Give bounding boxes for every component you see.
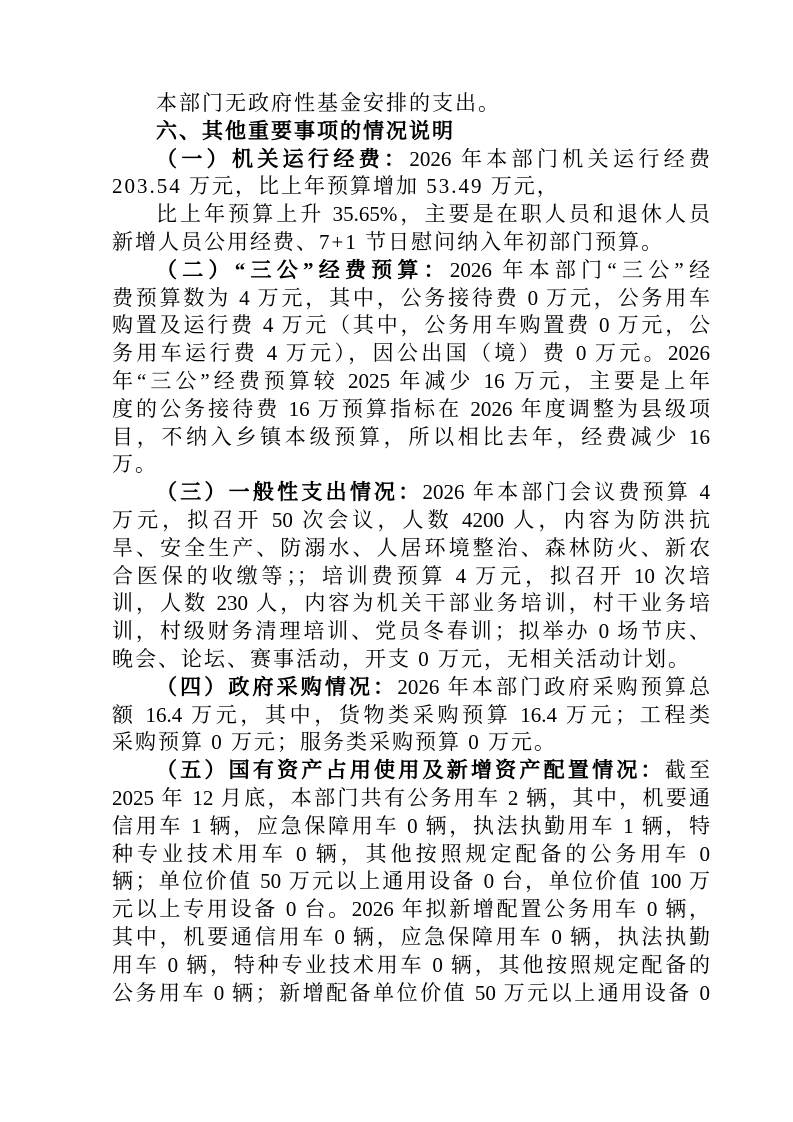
line-text: 比上年预算上升 35.65%，主要是在职人员和退休人员 (156, 202, 710, 227)
text-line-9 (112, 312, 710, 340)
text-line-17 (112, 535, 710, 563)
text-line-14 (112, 451, 710, 479)
line-text: 费预算数为 4 万元，其中，公务接待费 0 万元，公务用车 (112, 285, 710, 310)
line-text: 信用车 1 辆，应急保障用车 0 辆，执法执勤用车 1 辆，特 (112, 813, 710, 838)
line-text: 旱、安全生产、防溺水、人居环境整治、森林防火、新农 (112, 535, 710, 560)
line-text: 购置及运行费 4 万元（其中，公务用车购置费 0 万元，公 (112, 313, 710, 338)
text-line-22 (112, 674, 710, 702)
text-line-4 (112, 173, 710, 201)
text-line-18 (112, 563, 710, 591)
line-text: 203.54 万元，比上年预算增加 53.49 万元， (112, 174, 560, 199)
bold-heading: （一）机关运行经费： (156, 146, 410, 171)
text-line-11 (112, 368, 710, 396)
bold-heading: 六、其他重要事项的情况说明 (156, 118, 455, 143)
bold-heading: （五）国有资产占用使用及新增资产配置情况： (156, 758, 665, 783)
text-line-10 (112, 340, 710, 368)
line-text: 新增人员公用经费、7+1 节日慰问纳入年初部门预算。 (112, 229, 665, 254)
text-line-6 (112, 229, 710, 257)
text-line-3 (112, 146, 710, 174)
text-line-2 (112, 118, 710, 146)
line-text: 采购预算 0 万元；服务类采购预算 0 万元。 (112, 730, 557, 755)
line-text: 训，人数 230 人，内容为机关干部业务培训，村干业务培 (112, 591, 710, 616)
text-line-23 (112, 702, 710, 730)
text-line-8 (112, 285, 710, 313)
line-text: 本部门无政府性基金安排的支出。 (156, 91, 501, 115)
text-line-33 (112, 980, 710, 1008)
document-body (112, 90, 710, 1007)
line-text: 元以上专用设备 0 台。2026 年拟新增配置公务用车 0 辆， (112, 897, 710, 922)
bold-heading: （四）政府采购情况： (156, 674, 398, 699)
line-text: 2026 年本部门“三公”经 (449, 257, 710, 282)
line-text: 2026 年本部门会议费预算 4 (422, 480, 710, 505)
text-line-32 (112, 952, 710, 980)
text-line-19 (112, 590, 710, 618)
text-line-27 (112, 813, 710, 841)
text-line-25 (112, 757, 710, 785)
line-text: 目，不纳入乡镇本级预算，所以相比去年，经费减少 16 (112, 424, 710, 449)
line-text: 万元，拟召开 50 次会议，人数 4200 人，内容为防洪抗 (112, 507, 710, 532)
text-line-16 (112, 507, 710, 535)
line-text: 年“三公”经费预算较 2025 年减少 16 万元，主要是上年 (112, 368, 710, 393)
text-line-31 (112, 924, 710, 952)
line-text: 度的公务接待费 16 万预算指标在 2026 年度调整为县级项 (112, 396, 710, 421)
line-text: 万。 (112, 452, 158, 477)
text-line-1 (112, 90, 710, 118)
text-line-13 (112, 424, 710, 452)
text-line-28 (112, 841, 710, 869)
line-text: 训，村级财务清理培训、党员冬春训；拟举办 0 场节庆、 (112, 619, 710, 644)
text-line-5 (112, 201, 710, 229)
bold-heading: （二）“三公”经费预算： (156, 257, 450, 282)
text-line-30 (112, 896, 710, 924)
text-line-29 (112, 868, 710, 896)
line-text: 用车 0 辆，特种专业技术用车 0 辆，其他按照规定配备的 (112, 952, 710, 977)
line-text: 种专业技术用车 0 辆，其他按照规定配备的公务用车 0 (112, 841, 710, 866)
text-line-7 (112, 257, 710, 285)
line-text: 其中，机要通信用车 0 辆，应急保障用车 0 辆，执法执勤 (112, 924, 710, 949)
line-text: 公务用车 0 辆；新增配备单位价值 50 万元以上通用设备 0 (112, 980, 710, 1005)
bold-heading: （三）一般性支出情况： (156, 480, 423, 505)
line-text: 2026 年本部门机关运行经费 (409, 146, 710, 171)
text-line-15 (112, 479, 710, 507)
line-text: 2026 年本部门政府采购预算总 (397, 674, 710, 699)
text-line-20 (112, 618, 710, 646)
line-text: 额 16.4 万元，其中，货物类采购预算 16.4 万元；工程类 (112, 702, 710, 727)
line-text: 2025 年 12 月底，本部门共有公务用车 2 辆，其中，机要通 (112, 785, 710, 810)
line-text: 辆；单位价值 50 万元以上通用设备 0 台，单位价值 100 万 (112, 869, 710, 894)
line-text: 合医保的收缴等；；培训费预算 4 万元，拟召开 10 次培 (112, 563, 710, 588)
text-line-24 (112, 729, 710, 757)
line-text: 晚会、论坛、赛事活动，开支 0 万元，无相关活动计划。 (112, 646, 691, 671)
text-line-21 (112, 646, 710, 674)
line-text: 截至 (664, 758, 710, 783)
text-line-12 (112, 396, 710, 424)
line-text: 务用车运行费 4 万元），因公出国（境）费 0 万元。2026 (112, 341, 710, 366)
text-line-26 (112, 785, 710, 813)
